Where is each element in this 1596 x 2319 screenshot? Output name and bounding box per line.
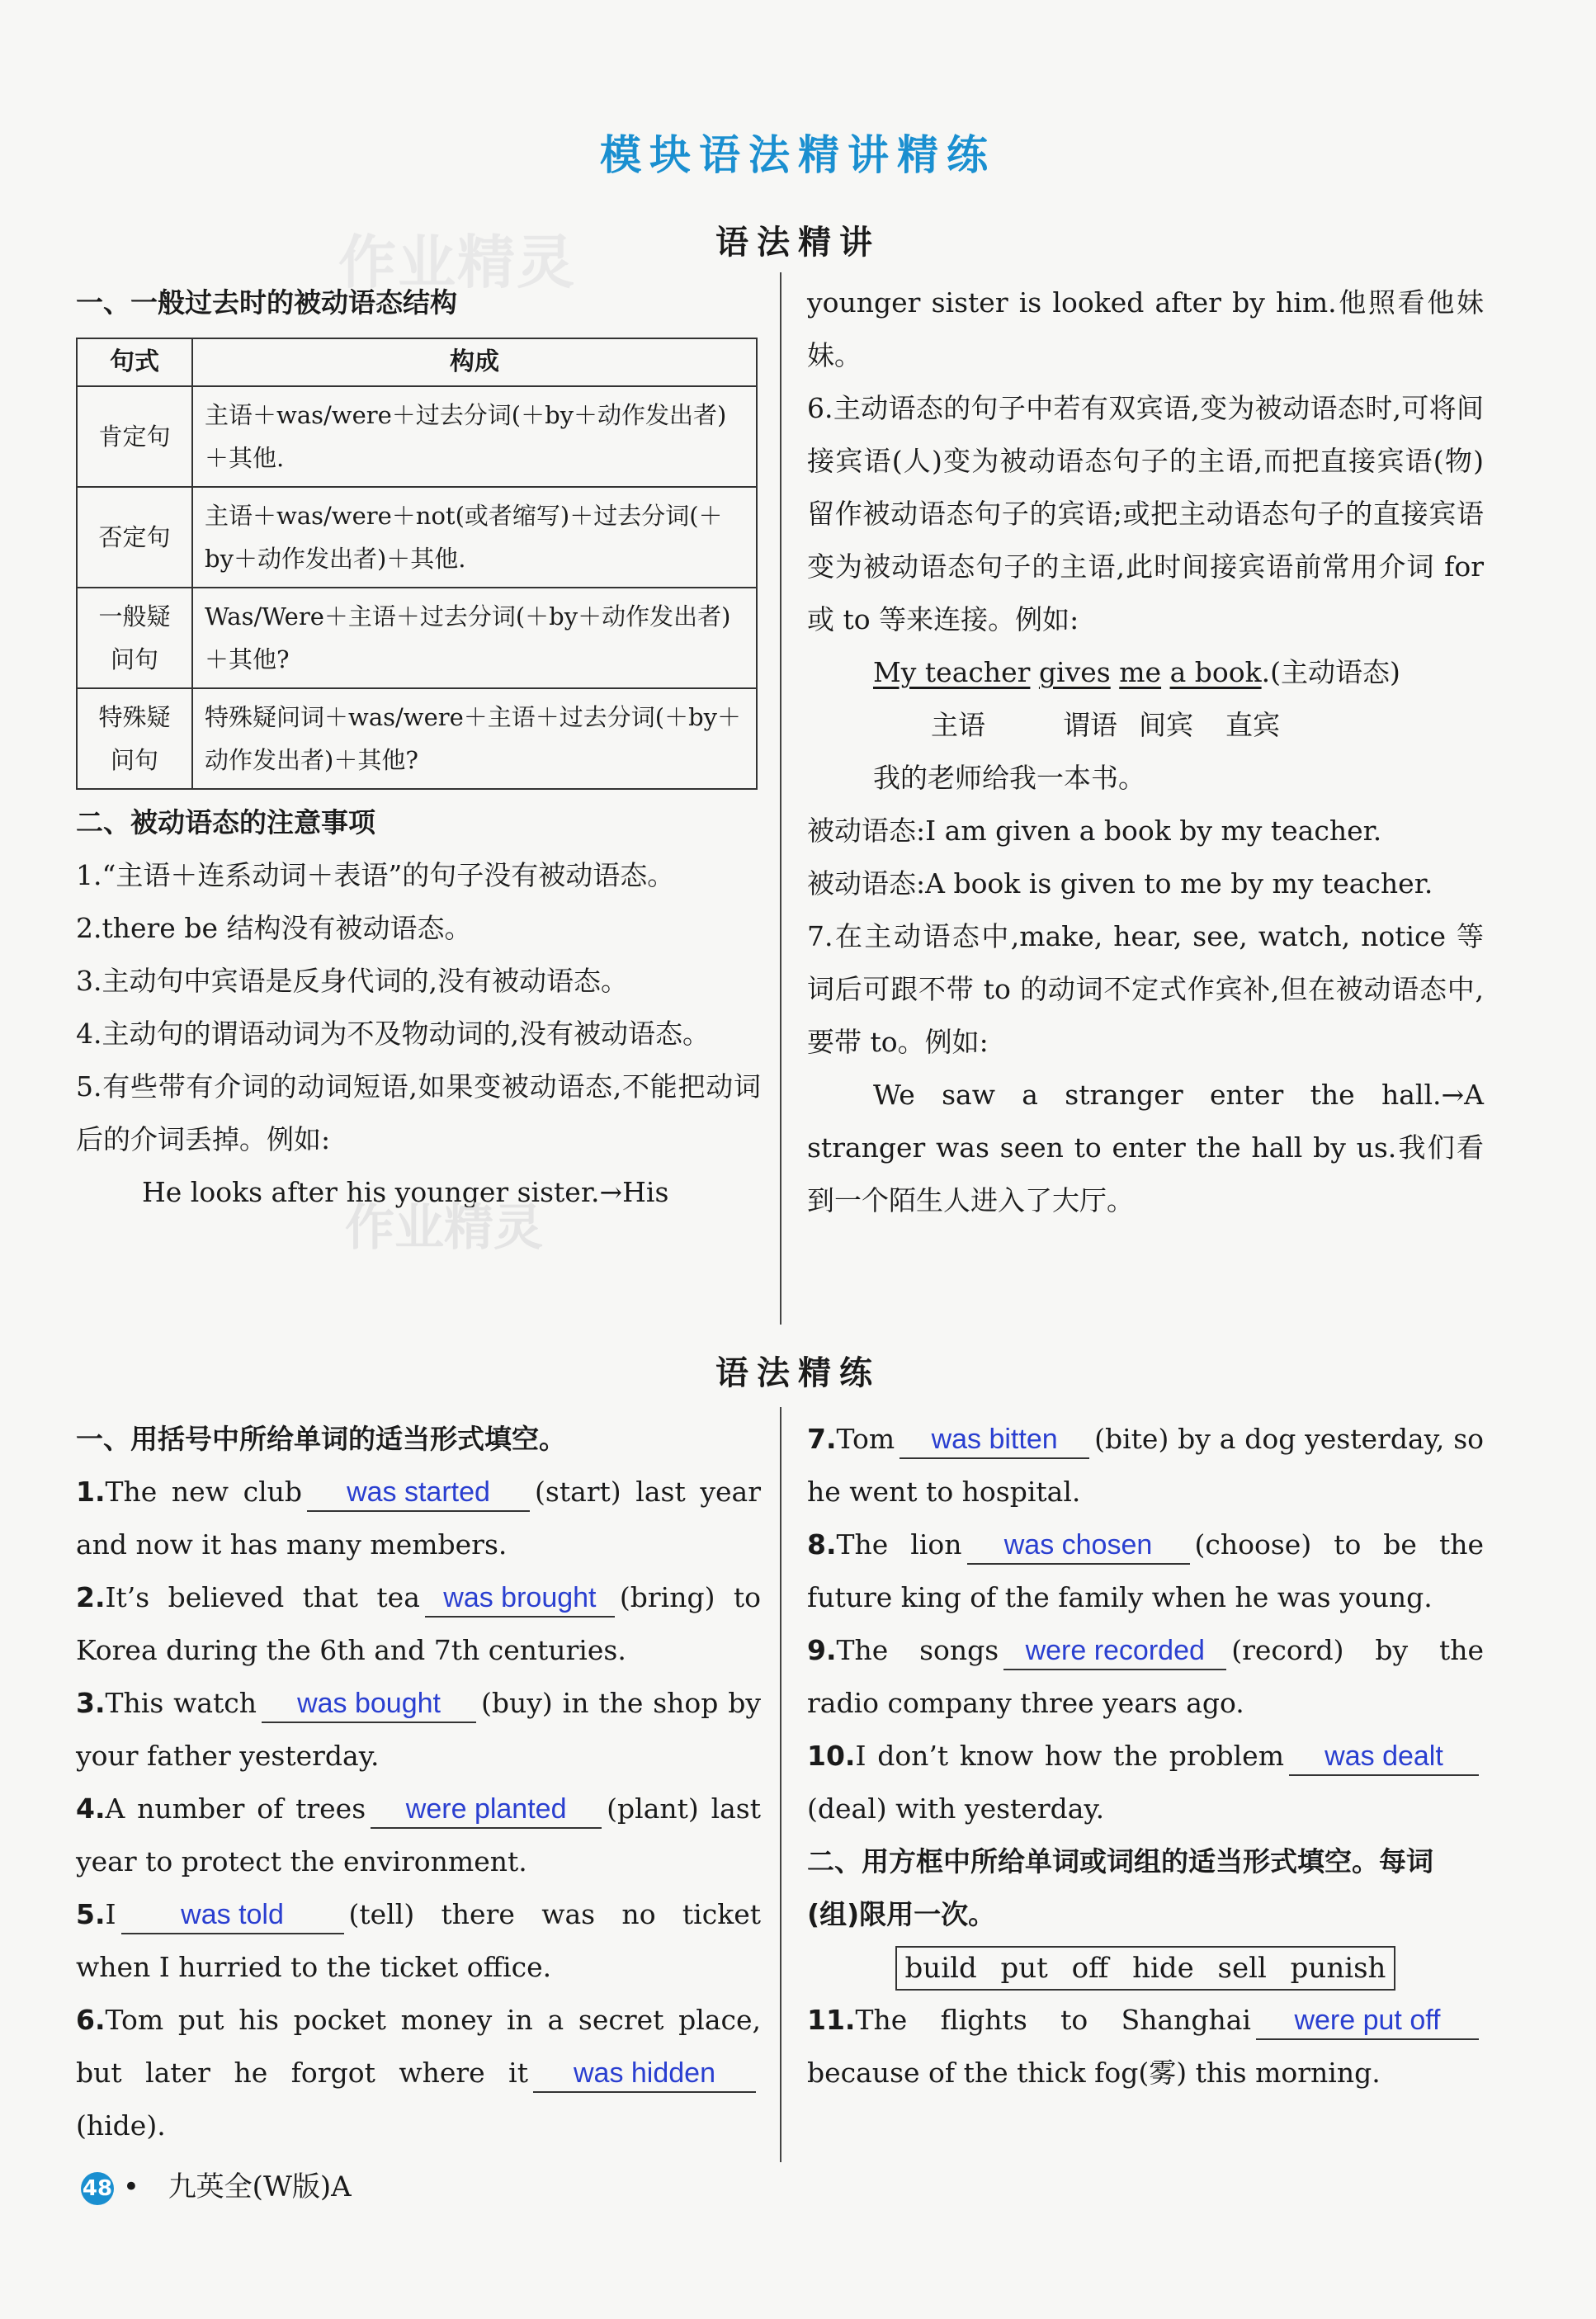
practice-left-column bbox=[76, 1413, 761, 2152]
practice-right-column bbox=[807, 1413, 1484, 2099]
table-cell-value: 主语＋was/were＋not(或者缩写)＋过去分词(＋by＋动作发出者)＋其他. bbox=[192, 487, 757, 588]
note-item-7: 7.在主动语态中,make, hear, see, watch, notice 等词后可跟不带 to 的动词不定式作宾补,但在被动语态中,要带 to。例如: bbox=[807, 920, 1484, 1058]
table-cell-key: 一般疑问句 bbox=[77, 588, 192, 688]
answer-blank[interactable]: was started bbox=[307, 1474, 530, 1512]
answer-blank[interactable]: was told bbox=[121, 1896, 344, 1934]
example-subject: My teacher bbox=[873, 656, 1031, 688]
table-cell-value: 特殊疑问词＋was/were＋主语＋过去分词(＋by＋动作发出者)＋其他? bbox=[192, 688, 757, 789]
label-indirect-object: 间宾 bbox=[1139, 709, 1193, 741]
item6-passive-1: 被动语态:I am given a book by my teacher. bbox=[807, 815, 1382, 847]
table-cell-key: 特殊疑问句 bbox=[77, 688, 192, 789]
answer-blank[interactable]: was dealt bbox=[1289, 1738, 1479, 1776]
watermark-faint: 作业精灵 bbox=[345, 1199, 543, 1257]
item6-example-sentence bbox=[807, 646, 1484, 699]
section-title-lecture: 语法精讲 bbox=[715, 223, 881, 262]
note-item-5: 5.有些带有介词的动词短语,如果变被动语态,不能把动词后的介词丢掉。例如: bbox=[76, 1070, 761, 1155]
lecture-left-column bbox=[76, 276, 761, 1219]
note-item-6: 6.主动语态的句子中若有双宾语,变为被动语态时,可将间接宾语(人)变为被动语态句子的主语,而把直接宾语(物)留作被动语态句子的宾语;或把主动语态句子的直接宾语变为被动语态句子的主语,此时间接宾语前常用介词 for 或 to 等来连接。例如: bbox=[807, 392, 1484, 635]
answer-blank[interactable]: was chosen bbox=[967, 1527, 1190, 1565]
page-title: 模块语法精讲精练 bbox=[600, 130, 996, 179]
answer-blank[interactable]: were put off bbox=[1256, 2002, 1479, 2040]
answer-blank[interactable]: was bitten bbox=[900, 1421, 1089, 1459]
question-9: 9.The songs were recorded (record) by the radio company three years ago. bbox=[807, 1634, 1484, 1719]
watermark: 作业精灵 bbox=[338, 229, 576, 296]
question-11: 11.The flights to Shanghai were put offbecause of the thick fog(雾) this morning. bbox=[807, 1994, 1484, 2099]
question-6: 6.Tom put his pocket money in a secret place, but later he forgot where it was hidden(hide). bbox=[76, 2004, 761, 2142]
answer-blank[interactable]: was brought bbox=[425, 1580, 615, 1618]
column-divider bbox=[780, 272, 781, 1325]
label-subject: 主语 bbox=[931, 709, 985, 741]
table-header: 句式 bbox=[77, 338, 192, 386]
note-item-4: 4.主动句的谓语动词为不及物动词的,没有被动语态。 bbox=[76, 1018, 710, 1050]
answer-blank[interactable]: was bought bbox=[262, 1685, 476, 1723]
question-2: 2.It’s believed that tea was brought (bring) to Korea during the 6th and 7th centuries. bbox=[76, 1581, 761, 1666]
question-10: 10.I don’t know how the problem was dealt(deal) with yesterday. bbox=[807, 1730, 1484, 1835]
page-footer bbox=[81, 2164, 352, 2205]
item6-translation: 我的老师给我一本书。 bbox=[873, 762, 1145, 794]
practice-part1-heading: 一、用括号中所给单词的适当形式填空。 bbox=[76, 1423, 566, 1455]
question-8: 8.The lion was chosen (choose) to be the future king of the family when he was young. bbox=[807, 1528, 1484, 1613]
answer-blank[interactable]: was hidden bbox=[533, 2055, 756, 2093]
page-number-badge: 48 bbox=[81, 2172, 114, 2205]
section-title-practice: 语法精练 bbox=[715, 1353, 881, 1392]
lecture-right-column bbox=[807, 276, 1484, 1227]
table-cell-value: Was/Were＋主语＋过去分词(＋by＋动作发出者)＋其他? bbox=[192, 588, 757, 688]
answer-blank[interactable]: were recorded bbox=[1003, 1632, 1226, 1670]
table-header: 构成 bbox=[192, 338, 757, 386]
table-cell-key: 肯定句 bbox=[77, 386, 192, 487]
table-row bbox=[77, 487, 757, 588]
item6-example-labels bbox=[807, 699, 1484, 752]
example-direct-object: a book bbox=[1169, 656, 1262, 688]
note-item-3: 3.主动句中宾语是反身代词的,没有被动语态。 bbox=[76, 965, 628, 997]
word-box: build put off hide sell punish bbox=[895, 1946, 1396, 1991]
book-label: 九英全(W版)A bbox=[168, 2170, 352, 2203]
label-direct-object: 直宾 bbox=[1225, 709, 1280, 741]
table-cell-key: 否定句 bbox=[77, 487, 192, 588]
column-divider bbox=[780, 1407, 781, 2162]
question-1: 1.The new club was started (start) last year and now it has many members. bbox=[76, 1476, 761, 1561]
bullet-dot: • bbox=[122, 2170, 139, 2203]
table-row bbox=[77, 688, 757, 789]
word-box-wrapper bbox=[807, 1946, 1484, 1991]
note-item-7-example: We saw a stranger enter the hall.→A stranger was seen to enter the hall by us.我们看到一个陌生人进入了大厅。 bbox=[807, 1079, 1484, 1216]
table-row bbox=[77, 588, 757, 688]
practice-part2-heading: 二、用方框中所给单词或词组的适当形式填空。每词(组)限用一次。 bbox=[807, 1845, 1433, 1930]
item6-passive-2: 被动语态:A book is given to me by my teacher. bbox=[807, 867, 1433, 900]
table-row bbox=[77, 386, 757, 487]
label-verb: 谓语 bbox=[1063, 709, 1117, 741]
passive-structure-table bbox=[76, 338, 758, 790]
question-7: 7.Tom was bitten (bite) by a dog yesterday, so he went to hospital. bbox=[807, 1423, 1484, 1508]
example-suffix: .(主动语态) bbox=[1261, 656, 1400, 688]
part2-heading: 二、被动语态的注意事项 bbox=[76, 806, 375, 838]
note-item-1: 1.“主语＋连系动词＋表语”的句子没有被动语态。 bbox=[76, 859, 675, 891]
note-item-2: 2.there be 结构没有被动语态。 bbox=[76, 912, 472, 944]
example-indirect-object: me bbox=[1119, 656, 1162, 688]
note-item-5-example-cont: younger sister is looked after by him.他照看他妹妹。 bbox=[807, 286, 1484, 371]
note-item-5-example: He looks after his younger sister.→His bbox=[142, 1176, 669, 1208]
question-3: 3.This watch was bought (buy) in the shop by your father yesterday. bbox=[76, 1687, 761, 1772]
table-cell-value: 主语＋was/were＋过去分词(＋by＋动作发出者)＋其他. bbox=[192, 386, 757, 487]
part1-heading: 一、一般过去时的被动语态结构 bbox=[76, 286, 457, 319]
question-5: 5.I was told (tell) there was no ticket when I hurried to the ticket office. bbox=[76, 1898, 761, 1983]
answer-blank[interactable]: were planted bbox=[371, 1791, 602, 1829]
example-verb: gives bbox=[1038, 656, 1111, 688]
question-4: 4.A number of trees were planted (plant) last year to protect the environment. bbox=[76, 1792, 762, 1877]
